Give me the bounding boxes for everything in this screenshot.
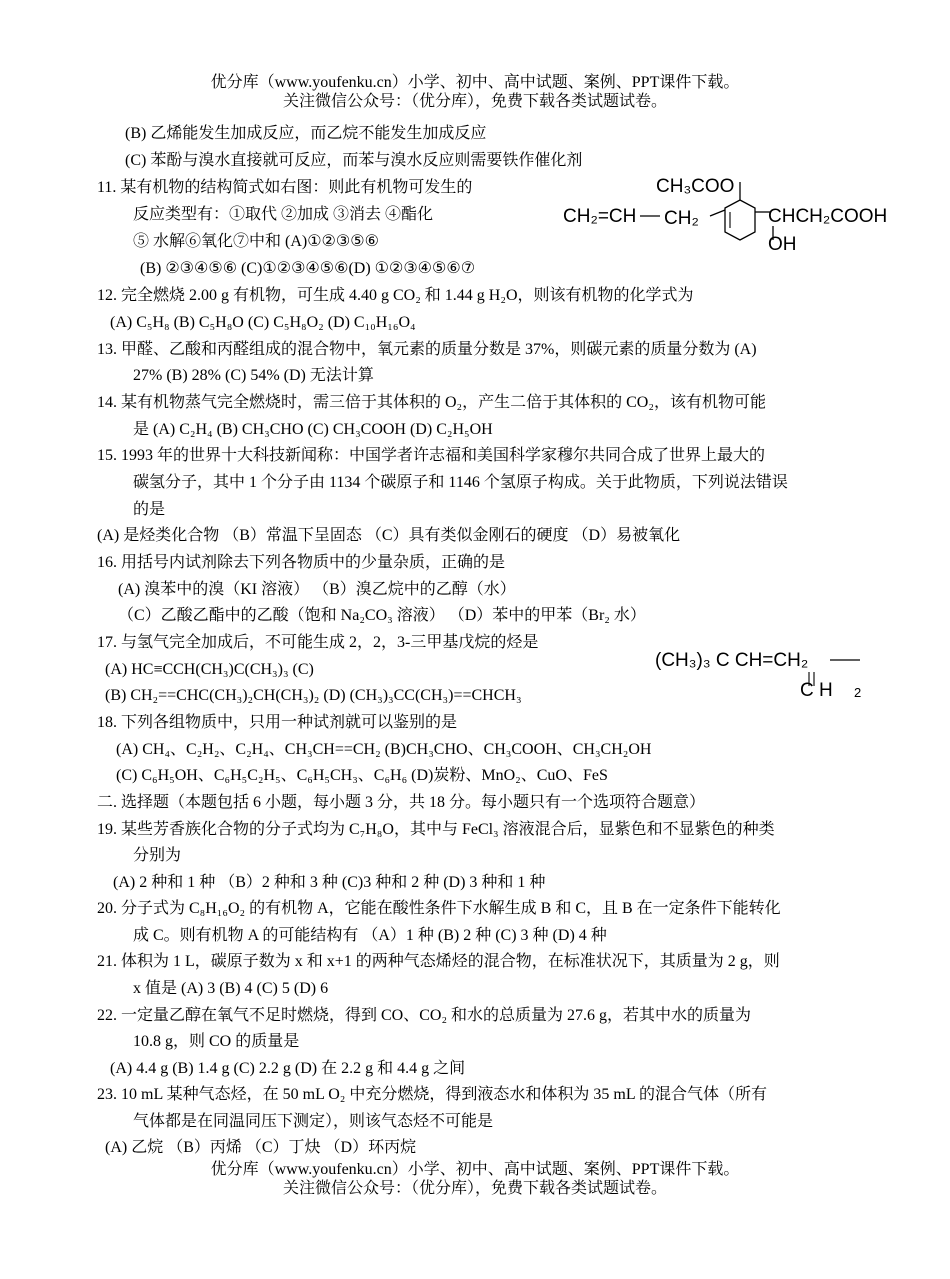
question-23-stem-2: 气体都是在同温同压下测定），则该气态烃不可能是 <box>133 1113 494 1130</box>
header-line-2: 关注微信公众号：（优分库），免费下载各类试题试卷。 <box>282 93 667 110</box>
question-17-options-1: (A) HC≡CCH(CH₃)C(CH₃)₃ (C) <box>105 661 314 678</box>
question-12-stem: 12. 完全燃烧 2.00 g 有机物，可生成 4.40 g CO₂ 和 1.44 g H₂O，则该有机物的化学式为 <box>97 287 694 304</box>
question-11-stem-2: 反应类型有：①取代 ②加成 ③消去 ④酯化 <box>133 206 434 223</box>
structure-17-bottom-label: C H <box>800 680 833 701</box>
question-17-stem: 17. 与氢气完全加成后，不可能生成 2，2，3-三甲基戊烷的烃是 <box>97 634 539 651</box>
question-11-options-1: ⑤ 水解⑥氧化⑦中和 (A)①②③⑤⑥ <box>133 233 379 250</box>
question-15-stem-3: 的是 <box>133 501 166 518</box>
question-23-options: (A) 乙烷 （B）丙烯 （C）丁炔 （D）环丙烷 <box>105 1139 417 1156</box>
structure-17-bonds <box>655 648 875 708</box>
question-10-option-c: (C) 苯酚与溴水直接就可反应，而苯与溴水反应则需要铁作催化剂 <box>125 152 583 169</box>
question-19-stem: 19. 某些芳香族化合物的分子式均为 C₇H₈O，其中与 FeCl₃ 溶液混合后，显紫色和不显紫色的种类 <box>97 821 775 838</box>
side-chain-label: CHCH₂COOH <box>768 206 888 227</box>
question-17-structure <box>655 648 875 708</box>
footer-line-1: 优分库（www.youfenku.cn）小学、初中、高中试题、案例、PPT课件下载。 <box>210 1161 740 1178</box>
footer-line-2: 关注微信公众号：（优分库），免费下载各类试题试卷。 <box>282 1180 667 1197</box>
question-19-stem-2: 分别为 <box>133 847 182 864</box>
question-22-options: (A) 4.4 g (B) 1.4 g (C) 2.2 g (D) 在 2.2 g 和 4.4 g 之间 <box>110 1060 466 1077</box>
question-18-options-1: (A) CH₄、C₂H₂、C₂H₄、CH₃CH==CH₂ (B)CH₃CHO、CH₃COOH、CH₃CH₂OH <box>116 741 652 758</box>
vinyl-group-label: CH₂=CH <box>563 206 637 227</box>
question-22-stem: 22. 一定量乙醇在氧气不足时燃烧，得到 CO、CO₂ 和水的总质量为 27.6 g，若其中水的质量为 <box>97 1007 752 1024</box>
question-11-stem: 11. 某有机物的结构简式如右图：则此有机物可发生的 <box>97 179 473 196</box>
hydroxyl-label: OH <box>768 234 797 255</box>
question-15-stem: 15. 1993 年的世界十大科技新闻称：中国学者许志福和美国科学家穆尔共同合成了世界上最大的 <box>97 447 766 464</box>
question-10-option-b: (B) 乙烯能发生加成反应，而乙烷不能发生加成反应 <box>125 125 487 142</box>
question-20-stem-2: 成 C。则有机物 A 的可能结构有 （A）1 种 (B) 2 种 (C) 3 种 (D) 4 种 <box>133 927 607 944</box>
question-18-stem: 18. 下列各组物质中，只用一种试剂就可以鉴别的是 <box>97 714 458 731</box>
acetate-group-label: CH₃COO <box>656 176 735 197</box>
question-12-options: (A) C₅H₈ (B) C₅H₈O (C) C₅H₈O₂ (D) C₁₀H₁₆O₄ <box>110 314 416 331</box>
question-11-options-2: (B) ②③④⑤⑥ (C)①②③④⑤⑥(D) ①②③④⑤⑥⑦ <box>140 260 476 277</box>
question-15-stem-2: 碳氢分子，其中 1 个分子由 1134 个碳原子和 1146 个氢原子构成。关于此物质，下列说法错误 <box>133 474 788 491</box>
question-22-stem-2: 10.8 g，则 CO 的质量是 <box>133 1033 300 1050</box>
question-16-options-2: （C）乙酸乙酯中的乙酸（饱和 Na₂CO₃ 溶液） （D）苯中的甲苯（Br₂ 水） <box>118 607 646 624</box>
question-14-options: 是 (A) C₂H₄ (B) CH₃CHO (C) CH₃COOH (D) C₂H₅OH <box>133 421 493 438</box>
section-2-heading: 二. 选择题（本题包括 6 小题，每小题 3 分，共 18 分。每小题只有一个选项符合题意） <box>97 794 706 811</box>
question-19-options: (A) 2 种和 1 种 （B）2 种和 3 种 (C)3 种和 2 种 (D) 3 种和 1 种 <box>113 874 546 891</box>
structure-17-subscript: 2 <box>854 685 862 700</box>
question-14-stem: 14. 某有机物蒸气完全燃烧时，需三倍于其体积的 O₂，产生二倍于其体积的 CO₂，该有机物可能 <box>97 394 766 411</box>
question-13-options: 27% (B) 28% (C) 54% (D) 无法计算 <box>133 367 374 384</box>
question-16-options-1: (A) 溴苯中的溴（KI 溶液） （B）溴乙烷中的乙醇（水） <box>118 581 516 598</box>
question-21-options: x 值是 (A) 3 (B) 4 (C) 5 (D) 6 <box>133 980 329 997</box>
question-13-stem: 13. 甲醛、乙酸和丙醛组成的混合物中，氧元素的质量分数是 37%，则碳元素的质量分数为 (A) <box>97 341 757 358</box>
question-15-options: (A) 是烃类化合物 （B）常温下呈固态 （C）具有类似金刚石的硬度 （D）易被氧化 <box>97 527 681 544</box>
question-17-options-2: (B) CH₂==CHC(CH₃)₂CH(CH₃)₂ (D) (CH₃)₃CC(CH₃)==CHCH₃ <box>105 687 522 704</box>
question-23-stem: 23. 10 mL 某种气态烃，在 50 mL O₂ 中充分燃烧，得到液态水和体积为 35 mL 的混合气体（所有 <box>97 1086 768 1103</box>
question-20-stem: 20. 分子式为 C₈H₁₆O₂ 的有机物 A，它能在酸性条件下水解生成 B 和 C，且 B 在一定条件下能转化 <box>97 900 781 917</box>
question-21-stem: 21. 体积为 1 L，碳原子数为 x 和 x+1 的两种气态烯烃的混合物，在标准状况下，其质量为 2 g，则 <box>97 953 780 970</box>
structure-17-main-label: (CH₃)₃ C CH=CH₂ <box>655 650 809 671</box>
question-18-options-2: (C) C₆H₅OH、C₆H₅C₂H₅、C₆H₅CH₃、C₆H₆ (D)炭粉、MnO₂、CuO、FeS <box>116 767 608 784</box>
methylene-label: CH₂ <box>664 208 699 229</box>
question-11-structure <box>560 172 900 262</box>
header-line-1: 优分库（www.youfenku.cn）小学、初中、高中试题、案例、PPT课件下载。 <box>210 74 740 91</box>
question-16-stem: 16. 用括号内试剂除去下列各物质中的少量杂质，正确的是 <box>97 554 506 571</box>
